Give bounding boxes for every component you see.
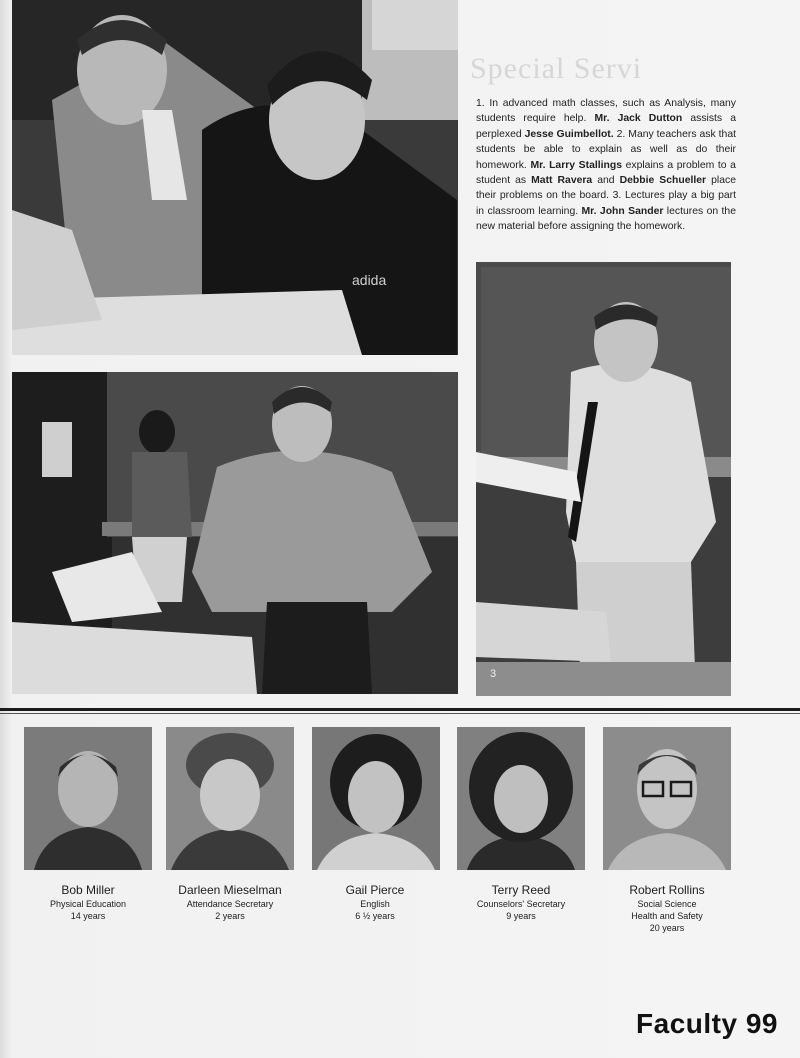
faculty-name: Terry Reed xyxy=(491,883,551,897)
page-footer-folio: Faculty 99 xyxy=(636,1008,778,1039)
caption-text: 2. Many teachers ask that students be able to explain as well as do their homework. xyxy=(476,128,736,171)
caption-text: assists a perplexed xyxy=(476,113,736,140)
faculty-department-2: Health and Safety xyxy=(631,911,703,921)
photo-number-3: 3 xyxy=(490,668,497,680)
faculty-entry xyxy=(155,884,305,922)
faculty-years: 14 years xyxy=(70,911,106,921)
portrait-darleen-mieselman xyxy=(166,727,294,870)
faculty-entry xyxy=(592,884,742,934)
faculty-department: Social Science xyxy=(637,899,697,909)
faculty-years: 9 years xyxy=(506,911,536,921)
caption-name: Mr. John Sander xyxy=(581,205,664,217)
faculty-years: 20 years xyxy=(649,923,685,933)
portrait-bob-miller xyxy=(24,727,152,870)
caption-name: Jesse Guimbellot. xyxy=(524,128,614,140)
faculty-years: 2 years xyxy=(215,911,245,921)
caption-text: lectures on the new material before assigning the homework. xyxy=(476,205,736,233)
section-divider-thin xyxy=(0,713,800,714)
portrait-gail-pierce xyxy=(312,727,440,870)
faculty-name: Gail Pierce xyxy=(345,883,405,897)
portrait-robert-rollins xyxy=(603,727,731,870)
faculty-entry xyxy=(13,884,163,922)
faculty-entry xyxy=(300,884,450,922)
caption-text: place their problems on the board. 3. Lectures play a big part in classroom learning. xyxy=(476,175,736,217)
photo-chalkboard-explain xyxy=(12,372,458,694)
faculty-department: English xyxy=(360,899,390,909)
caption-name: Matt Ravera xyxy=(531,175,593,187)
caption-name: Mr. Larry Stallings xyxy=(530,159,622,171)
caption-name: Debbie Schueller xyxy=(619,175,707,187)
caption-text: and xyxy=(592,175,620,187)
photo-lecture xyxy=(476,262,731,696)
faculty-department: Attendance Secretary xyxy=(186,899,274,909)
faculty-department: Counselors' Secretary xyxy=(476,899,566,909)
svg-text:adida: adida xyxy=(352,272,387,288)
photo-caption xyxy=(476,96,736,235)
caption-text: 1. In advanced math classes, such as Analysis, many students require help. xyxy=(476,98,736,125)
faculty-name: Bob Miller xyxy=(61,883,115,897)
caption-text: explains a problem to a student as xyxy=(476,159,736,187)
section-divider xyxy=(0,708,800,711)
faculty-years: 6 ½ years xyxy=(355,911,395,921)
faculty-department: Physical Education xyxy=(49,899,127,909)
faculty-name: Darleen Mieselman xyxy=(178,883,282,897)
caption-name: Mr. Jack Dutton xyxy=(594,113,683,125)
background-heading-ghost: Special Servi xyxy=(470,52,643,85)
photo-math-help xyxy=(12,0,458,355)
portrait-terry-reed xyxy=(457,727,585,870)
faculty-entry xyxy=(446,884,596,922)
faculty-name: Robert Rollins xyxy=(629,883,705,897)
